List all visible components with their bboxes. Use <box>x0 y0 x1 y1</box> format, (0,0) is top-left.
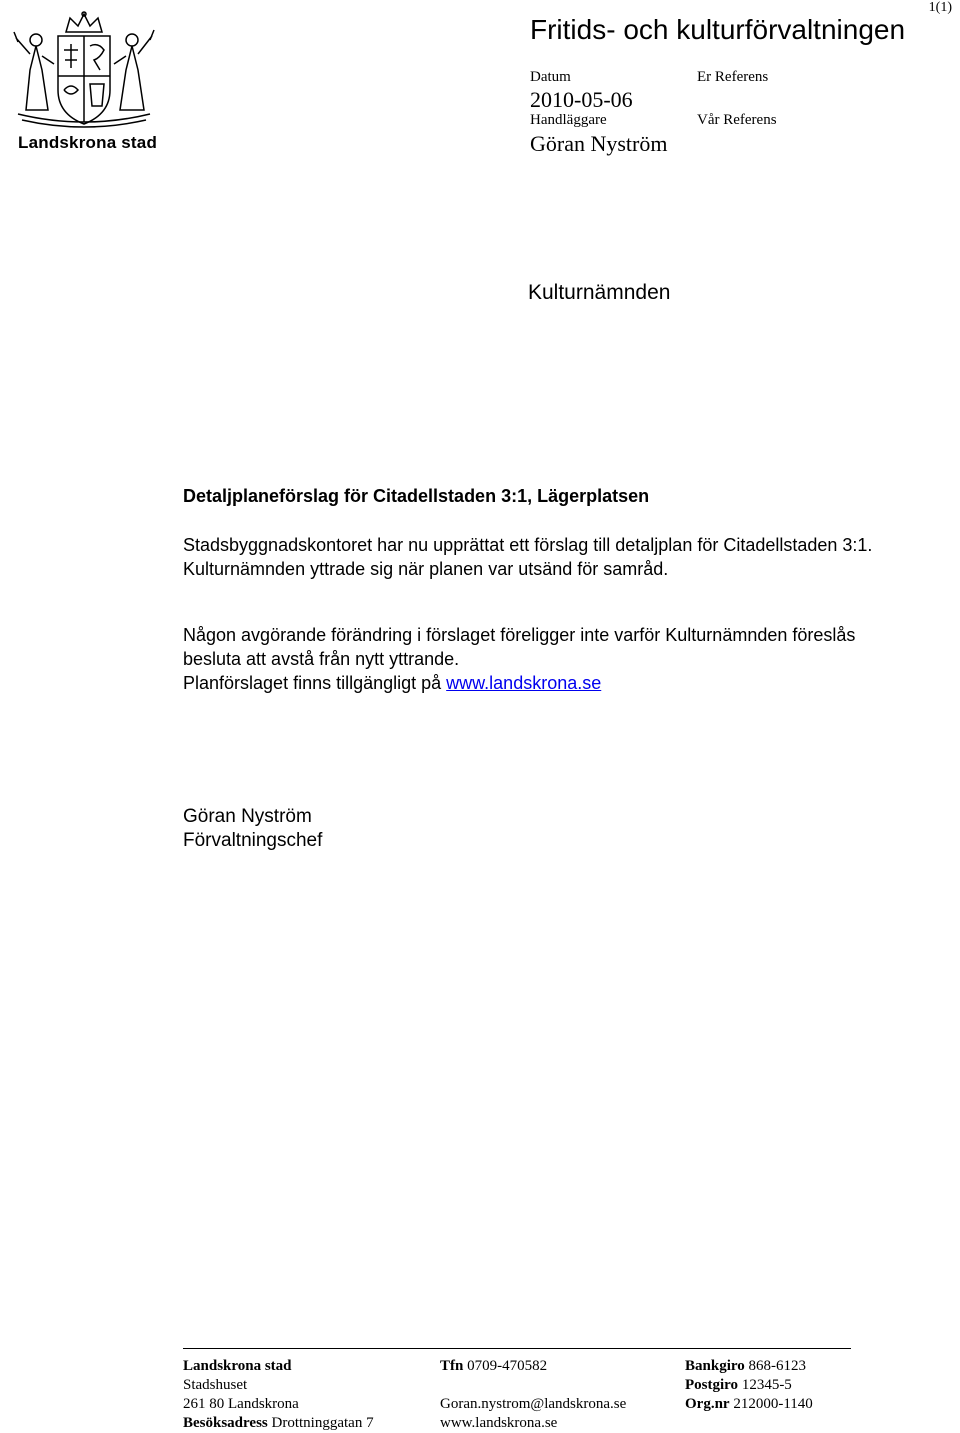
website-link[interactable]: www.landskrona.se <box>446 673 602 693</box>
footer-bankgiro-label: Bankgiro <box>685 1358 745 1374</box>
footer-org-name: Landskrona stad <box>183 1358 292 1374</box>
footer-visit-address: Drottninggatan 7 <box>271 1415 374 1431</box>
coat-of-arms-icon <box>8 10 160 135</box>
footer-payment-column <box>685 1357 813 1414</box>
footer-postal-address: 261 80 Landskrona <box>183 1396 299 1412</box>
footer-postgiro-label: Postgiro <box>685 1377 739 1393</box>
body-paragraph-2: Någon avgörande förändring i förslaget föreligger inte varför Kulturnämnden föreslås besluta att avstå från nytt yttrande. <box>183 625 856 669</box>
body-paragraph-1: Stadsbyggnadskontoret har nu upprättat ett förslag till detaljplan för Citadellstaden 3:1. Kulturnämnden yttrade sig när planen var utsänd för samråd. <box>183 535 873 579</box>
footer-orgnr-value: 212000-1140 <box>733 1396 813 1412</box>
footer-bankgiro-value: 868-6123 <box>748 1358 806 1374</box>
footer-visit-label: Besöksadress <box>183 1415 268 1431</box>
footer-postgiro-value: 12345-5 <box>741 1377 792 1393</box>
body-paragraph-3 <box>183 671 883 695</box>
handlaggare-label: Handläggare <box>530 112 607 128</box>
footer-address-column <box>183 1357 374 1433</box>
department-title: Fritids- och kulturförvaltningen <box>530 14 906 45</box>
footer-web[interactable]: www.landskrona.se <box>440 1415 558 1431</box>
recipient: Kulturnämnden <box>528 281 671 304</box>
footer-phone-label: Tfn <box>440 1358 464 1374</box>
signature-title: Förvaltningschef <box>183 830 323 851</box>
footer-contact-column <box>440 1357 626 1433</box>
plan-availability-text: Planförslaget finns tillgängligt på <box>183 673 447 693</box>
logo-wordmark: Landskrona stad <box>18 133 158 152</box>
er-referens-label: Er Referens <box>697 69 769 85</box>
footer-divider <box>183 1348 851 1349</box>
document-heading: Detaljplaneförslag för Citadellstaden 3:1, Lägerplatsen <box>183 486 650 506</box>
page-number: 1(1) <box>928 0 952 15</box>
footer-orgnr-label: Org.nr <box>685 1396 730 1412</box>
signature-name: Göran Nyström <box>183 806 312 827</box>
footer-building: Stadshuset <box>183 1377 248 1393</box>
footer-phone-value: 0709-470582 <box>467 1358 548 1374</box>
footer-email[interactable]: Goran.nystrom@landskrona.se <box>440 1396 627 1412</box>
datum-value: 2010-05-06 <box>530 87 633 112</box>
var-referens-label: Vår Referens <box>697 112 777 128</box>
handlaggare-value: Göran Nyström <box>530 131 668 156</box>
datum-label: Datum <box>530 69 571 85</box>
